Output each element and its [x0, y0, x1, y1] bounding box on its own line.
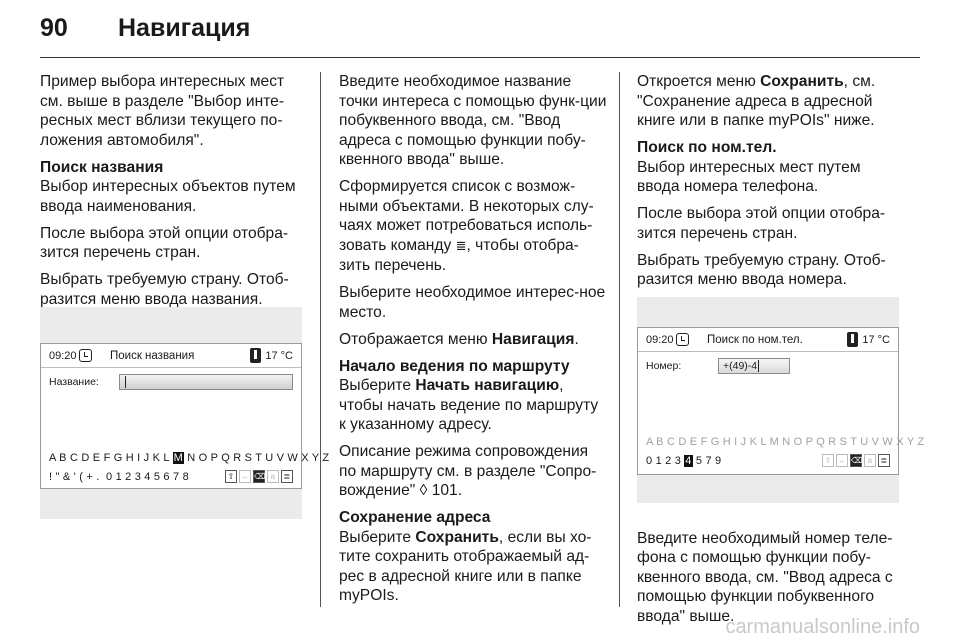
- text: , чтобы начать ведение по маршруту к указанному адресу.: [339, 377, 599, 433]
- backspace-icon: ⌫: [254, 472, 266, 481]
- paragraph: Введите необходимый номер теле-фона с помощью функции побу-квенного ввода, см. "Ввод адреса с помощью функции побуквенного ввода" выше.: [637, 529, 893, 625]
- page-number: 90: [40, 14, 68, 42]
- keyboard-keys-disabled: A B C D E F G H I J K L M N O P Q R S T U V W X Y Z: [646, 436, 925, 448]
- screen-title: Поиск по ном.тел.: [707, 333, 803, 346]
- paragraph: Пример выбора интересных мест см. выше в разделе "Выбор инте-ресных мест вблизи текущего по-ложения автомобиля".: [40, 73, 285, 149]
- keyboard-keys: ! " & ' ( + . 0 1 2 3 4 5 6 7 8: [49, 470, 189, 483]
- clock-icon: [79, 349, 92, 362]
- list-icon: ≣: [878, 454, 890, 467]
- header-rule: [40, 57, 920, 58]
- menu-name: Начать навигацию: [415, 377, 560, 394]
- thermometer-icon: [847, 332, 858, 347]
- clock-icon: [676, 333, 689, 346]
- keyboard-row-symbols: [49, 470, 293, 483]
- keyboard-keys: 5 7 9: [692, 454, 722, 467]
- keyboard-function-icons: [225, 470, 293, 483]
- paragraph: [339, 442, 607, 501]
- keyboard-selected-key: M: [173, 452, 183, 464]
- name-field-label: Название:: [49, 376, 99, 388]
- page-header: [40, 14, 250, 44]
- keyboard-selected-key: 4: [685, 454, 692, 467]
- cursor-move-icon: ↔: [837, 456, 847, 465]
- paragraph: [339, 330, 607, 350]
- keyboard-function-icons: [822, 454, 890, 467]
- text: Выберите: [339, 377, 416, 394]
- screen-status-bar: [41, 344, 301, 368]
- menu-name: Сохранить: [760, 73, 844, 90]
- list-icon: ≣: [281, 470, 293, 483]
- menu-name: Навигация: [491, 330, 575, 348]
- screen-status-bar: [638, 328, 898, 352]
- text: , если вы хо-тите сохранить отображаемый ад-рес в адресной книге или в папке myPOIs.: [339, 528, 592, 604]
- paragraph: Выбор интересных объектов путем ввода наименования.: [40, 178, 296, 215]
- thermometer-icon: [250, 348, 261, 363]
- paragraph: [339, 177, 607, 276]
- column-1: [40, 72, 308, 317]
- text: Сформируется список с возмож-ными объектами. В некоторых слу-чаях может потребоваться исполь-зовать команду: [339, 178, 594, 254]
- paragraph: [339, 376, 607, 435]
- section-heading: Начало ведения по маршруту: [339, 357, 570, 375]
- paragraph: Выбор интересных мест путем ввода номера телефона.: [637, 158, 861, 195]
- text: .: [574, 330, 579, 348]
- case-toggle-icon: a: [864, 454, 876, 467]
- text: , чтобы отобра-зить перечень.: [339, 236, 579, 274]
- column-divider: [320, 72, 321, 607]
- menu-name: Сохранить: [415, 528, 499, 546]
- screen-temperature: 17 °C: [265, 349, 293, 362]
- phone-input-value: +(49)-4: [723, 360, 758, 372]
- paragraph: После выбора этой опции отобра-зится перечень стран.: [40, 224, 289, 261]
- text: , см. "Сохранение адреса в адресной книге или в папке myPOIs" ниже.: [637, 73, 876, 129]
- phone-input: [718, 358, 790, 374]
- keyboard-keys: A B C D E F G H I J K L: [49, 452, 173, 464]
- keyboard-row-letters: [49, 452, 330, 464]
- paragraph: После выбора этой опции отобра-зится перечень стран.: [637, 205, 886, 242]
- text: Отображается меню: [339, 330, 492, 348]
- paragraph: Выберите необходимое интерес-ное место.: [339, 284, 606, 321]
- paragraph: Выбрать требуемую страну. Отоб-разится меню ввода названия.: [40, 271, 289, 308]
- paragraph: Введите необходимое название точки интереса с помощью функ-ции побуквенного ввода, см. "Ввод адреса с помощью функции побу-квенного ввода" выше.: [339, 73, 607, 168]
- screen-illustration: [637, 297, 925, 503]
- text: Описание режима сопровождения по маршруту см. в разделе "Сопро-вождение": [339, 443, 597, 499]
- text: Выберите: [339, 528, 416, 546]
- paragraph: [637, 72, 907, 131]
- section-heading: Поиск по ном.тел.: [637, 139, 777, 156]
- column-divider: [619, 72, 620, 607]
- text-cursor: [758, 360, 759, 372]
- watermark: carmanualsonline.info: [725, 616, 920, 638]
- paragraph: [339, 528, 607, 606]
- screen-time: 09:20: [49, 349, 77, 362]
- display-screen: [40, 343, 330, 489]
- case-toggle-icon: a: [267, 470, 279, 483]
- keyboard-row-letters: [646, 436, 925, 448]
- keyboard-keys: N O P Q R S T U V W X Y Z: [183, 452, 330, 464]
- list-menu-icon: ≣: [455, 238, 467, 254]
- screen-time: 09:20: [646, 333, 674, 346]
- screen-temperature: 17 °C: [862, 333, 890, 346]
- text: Откроется меню: [637, 73, 761, 90]
- keyboard-row-digits: [646, 454, 890, 467]
- shift-icon: ⇧: [225, 470, 237, 483]
- section-heading: Поиск названия: [40, 158, 164, 176]
- cursor-move-icon: ↔: [240, 472, 250, 481]
- text-cursor: [125, 376, 126, 388]
- page-reference: ◊ 101.: [419, 482, 463, 499]
- display-screen: [637, 327, 925, 475]
- shift-icon: ⇧: [822, 454, 834, 467]
- name-input: [119, 374, 293, 390]
- name-field-row: [41, 368, 301, 396]
- paragraph: Выбрать требуемую страну. Отоб-разится меню ввода номера.: [637, 251, 886, 288]
- keyboard-keys: 0 1 2 3: [646, 454, 685, 467]
- phone-field-label: Номер:: [646, 360, 682, 372]
- screen-title: Поиск названия: [110, 349, 195, 362]
- page-title: Навигация: [118, 14, 251, 42]
- phone-field-row: [638, 352, 898, 380]
- column-2: [339, 72, 607, 613]
- screen-illustration: [40, 307, 330, 519]
- backspace-icon: ⌫: [851, 456, 863, 465]
- section-heading: Сохранение адреса: [339, 509, 491, 526]
